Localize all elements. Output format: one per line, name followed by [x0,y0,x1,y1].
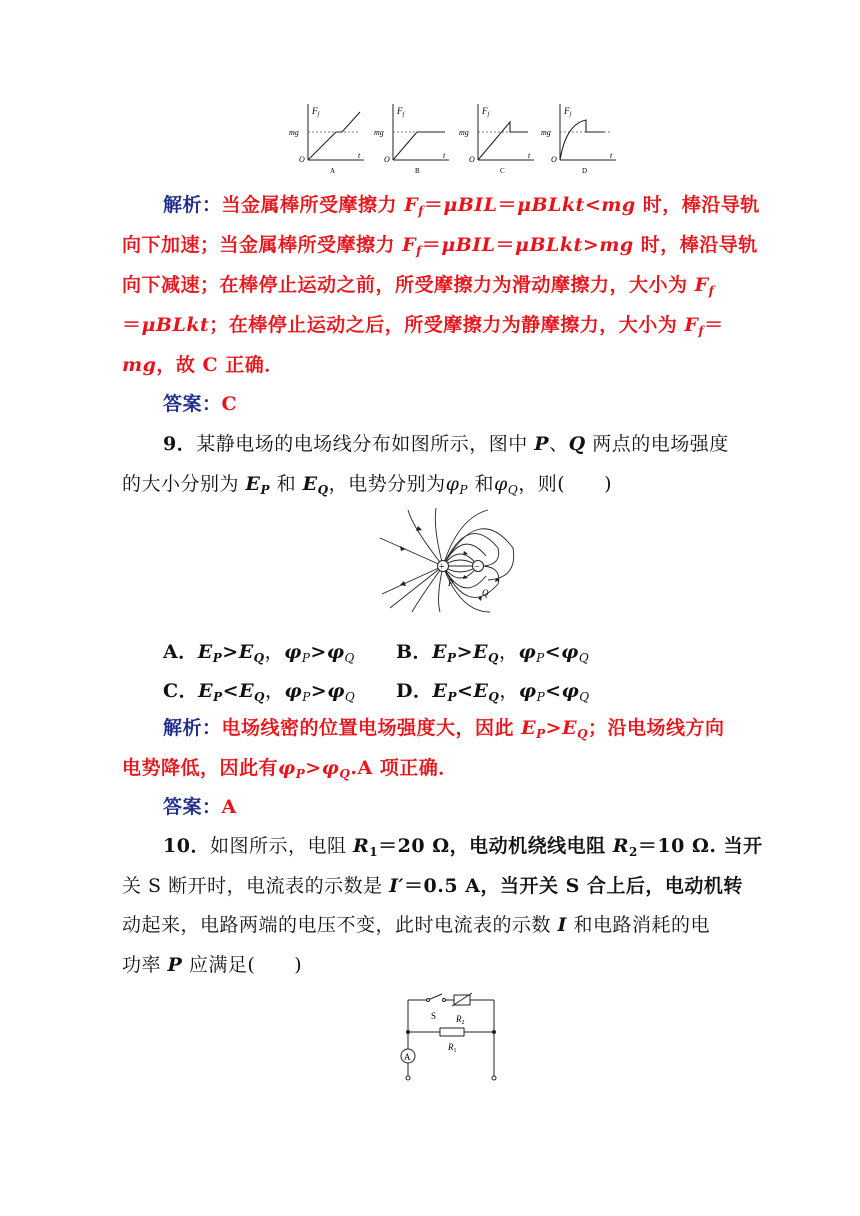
svg-text:O: O [299,155,305,164]
svg-text:Ff: $F_f$ [397,106,405,118]
q10-stem-line-2: 关 S 断开时，电流表的示数是 I′＝0.5 A，当开关 S 合上后，电动机转 [122,875,743,897]
q8-analysis-line-3: 向下减速；在棒停止运动之前，所受摩擦力为滑动摩擦力，大小为 $F_f$ [122,274,715,298]
positive-charge: + [439,562,445,573]
svg-text:t: t [443,151,446,160]
q9-option-c: C．$E_P<E_Q$，$\varphi_P>\varphi_Q$ [163,680,356,704]
q8-analysis-line-5: mg，故 C 正确． [122,354,284,376]
r2-label: R [456,1014,462,1024]
svg-text:O: O [551,155,557,164]
q9-stem-line-2: 的大小分别为 $E_P$ 和 $E_Q$，电势分别为$\varphi_P$ 和$\varphi_Q$，则( ) [122,473,613,497]
q8-analysis-line-1: 解析：当金属棒所受摩擦力 $F_f=\mu BIL=\mu BLkt<mg$ 时，棒沿导轨 [163,194,760,218]
electric-field-figure [378,508,528,613]
q8-analysis-line-4: ＝μBLkt；在棒停止运动之后，所受摩擦力为静摩擦力，大小为 $F_f=$ [122,314,724,338]
graph-panel-label: C [500,167,505,175]
svg-text:mg: mg [374,128,384,137]
svg-text:t: t [358,151,361,160]
q10-stem-line-1: 10．如图所示，电阻 $R_1=20$ Ω，电动机绕线电阻 $R_2=10$ Ω. 当开 [163,835,763,859]
q10-stem-line-4: 功率 P 应满足( ) [122,954,303,976]
svg-text:mg: mg [541,128,551,137]
q9-analysis-line-2: 电势降低，因此有$\varphi_P>\varphi_Q.A$ 项正确． [122,757,458,781]
svg-text:O: O [469,155,475,164]
svg-text:Ff: $F_f$ [564,106,572,118]
q9-option-b: B．$E_P>E_Q$，$\varphi_P<\varphi_Q$ [396,641,590,665]
q9-answer: 答案：A [163,796,237,818]
friction-graphs-figure [288,100,618,175]
svg-text:mg: mg [459,128,469,137]
q9-analysis-line-1: 解析：电场线密的位置电场强度大，因此 $E_P>E_Q$；沿电场线方向 [163,717,725,741]
graph-panel-c [459,104,534,175]
q9-stem-line-1: 9．某静电场的电场线分布如图所示，图中 P、Q 两点的电场强度 [163,433,729,455]
graph-panel-label: B [415,167,420,175]
q9-option-d: D．$E_P<E_Q$，$\varphi_P<\varphi_Q$ [396,680,590,704]
svg-text:O: O [384,155,390,164]
ammeter-label: A [404,1052,411,1062]
q8-analysis-line-2: 向下加速；当金属棒所受摩擦力 $F_f=\mu BIL=\mu BLkt>mg$ 时，棒沿导轨 [122,234,758,258]
q8-answer: 答案：C [163,393,238,415]
graph-panel-d [541,104,616,175]
negative-charge: − [474,562,480,573]
q10-stem-line-3: 动起来，电路两端的电压不变，此时电流表的示数 I 和电路消耗的电 [122,914,710,936]
point-q-label: Q [482,588,489,598]
svg-text:mg: mg [289,128,299,137]
svg-text:R2: $R_2$ [456,1014,465,1026]
graph-panel-a [289,104,364,175]
switch-label: S [431,1011,437,1021]
svg-text:Ff: $F_f$ [482,106,490,118]
circuit-figure [398,990,508,1085]
graph-panel-label: D [582,167,588,175]
svg-text:t: t [528,151,531,160]
q9-option-a: A．$E_P>E_Q$，$\varphi_P>\varphi_Q$ [163,641,355,665]
r1-label: R [448,1042,454,1052]
point-p-label: P [448,578,454,588]
svg-text:Ff: $F_f$ [312,106,320,118]
graph-panel-label: A [330,167,336,175]
svg-text:R1: $R_1$ [448,1042,457,1054]
graph-panel-b [374,104,449,175]
svg-text:t: t [610,151,613,160]
